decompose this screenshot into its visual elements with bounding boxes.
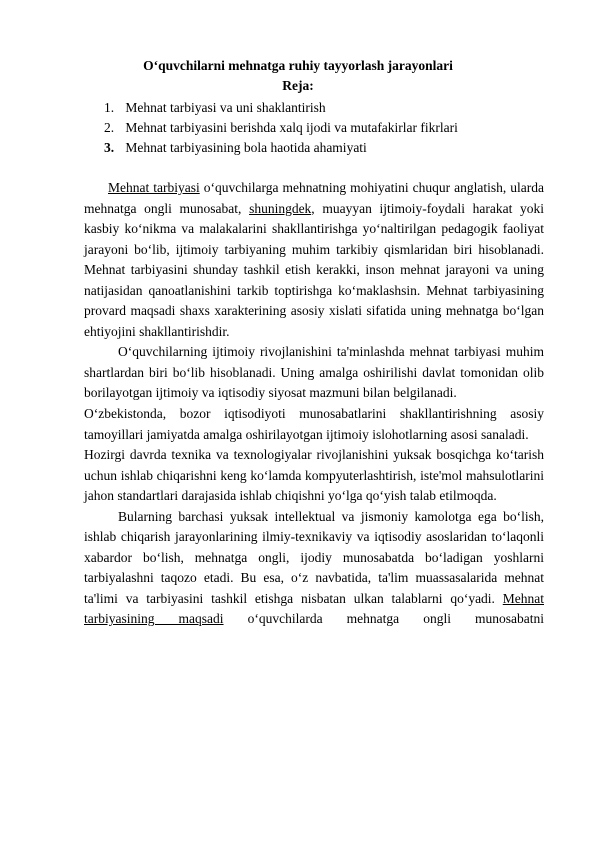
plan-item-number: 2. — [104, 120, 115, 135]
paragraph-1 — [84, 178, 544, 342]
paragraph-text: Bularning barchasi yuksak intellektual va jismoniy kamolotga ega bo‘lish, ishlab chiqarish jarayonlarining ilmiy-texnikaviy va iqtisodiy asoslaridan to‘laqonli xabardor bo‘lish, mehnatga ongli, ijodiy munosabatda bo‘ladigan yoshlarni tarbiyalashni taqozo etadi. Bu esa, o‘z navbatida, ta'lim muassasalarida mehnat ta'limi va tarbiyasini tashkil etishga nisbatan ulkan talablarni qo‘yadi. — [84, 508, 544, 606]
paragraph-3: O‘zbekistonda, bozor iqtisodiyoti munosabatlarini shakllantirishning asosiy tamoyillari jamiyatda amalga oshirilayotgan ijtimoiy islohotlarning asosi sanaladi. — [84, 406, 544, 442]
plan-list — [104, 98, 458, 158]
paragraph-2: O‘quvchilarning ijtimoiy rivojlanishini ta'minlashda mehnat tarbiyasi muhim shartlardan biri bo‘lib hisoblanadi. Uning amalga oshirilishi davlat tomonidan olib borilayotgan ijtimoiy va iqtisodiy siyosat mazmuni bilan belgilanadi. — [84, 344, 544, 401]
link-mehnat-tarbiyasining-maqsadi[interactable]: Mehnat tarbiyasining maqsadi — [84, 590, 544, 627]
plan-item-number: 3. — [104, 140, 115, 155]
plan-item-text: Mehnat tarbiyasi va uni shaklantirish — [125, 100, 326, 115]
plan-item-text: Mehnat tarbiyasining bola haotida ahamiyati — [125, 140, 367, 155]
plan-item-3 — [104, 138, 458, 158]
link-shuningdek[interactable]: shuningdek, — [249, 200, 315, 216]
document-body — [84, 178, 544, 630]
paragraph-text: muayyan ijtimoiy-foydali harakat yoki kasbiy ko‘nikma va malakalarini shakllantirishga yo‘naltirilgan pedagogik faoliyat jarayoni bo‘lib, ijtimoiy tarbiyaning muhim tarkibiy qismlaridan biri hisoblanadi. Mehnat tarbiyasini shunday tashkil etish kerakki, inson mehnat jarayoni va uning natijasidan qanoatlanishini tarkib toptirishga ko‘maklashsin. Mehnat tarbiyasining provard maqsadi shaxs xarakterining asosiy xislati sifatida uning mehnatga bo‘lgan ehtiyojini shakllantirishdir. — [84, 200, 545, 339]
paragraph-5 — [84, 507, 544, 630]
plan-item-2 — [104, 118, 458, 138]
plan-heading: Reja: — [282, 78, 314, 93]
document-title: O‘quvchilarni mehnatga ruhiy tayyorlash jarayonlari — [143, 58, 453, 73]
paragraph-text: o‘quvchilarda mehnatga ongli munosabatni — [223, 611, 544, 627]
paragraph-text: o‘quvchilarga mehnatning mohiyatini chuqur anglatish, ularda mehnatga ongli munosabat, — [84, 180, 544, 216]
link-mehnat-tarbiyasi[interactable]: Mehnat tarbiyasi — [108, 180, 200, 195]
paragraph-4: Hozirgi davrda texnika va texnologiyalar rivojlanishini yuksak bosqichga ko‘tarish uchun ishlab chiqarishni keng ko‘lamda kompyuterlashtirish, iste'mol mahsulotlarini jahon standartlari darajasida ishlab chiqishni yo‘lga qo‘yish talab etilmoqda. — [84, 447, 544, 504]
plan-item-1 — [104, 98, 458, 118]
plan-item-text: Mehnat tarbiyasini berishda xalq ijodi va mutafakirlar fikrlari — [125, 120, 458, 135]
plan-item-number: 1. — [104, 100, 115, 115]
